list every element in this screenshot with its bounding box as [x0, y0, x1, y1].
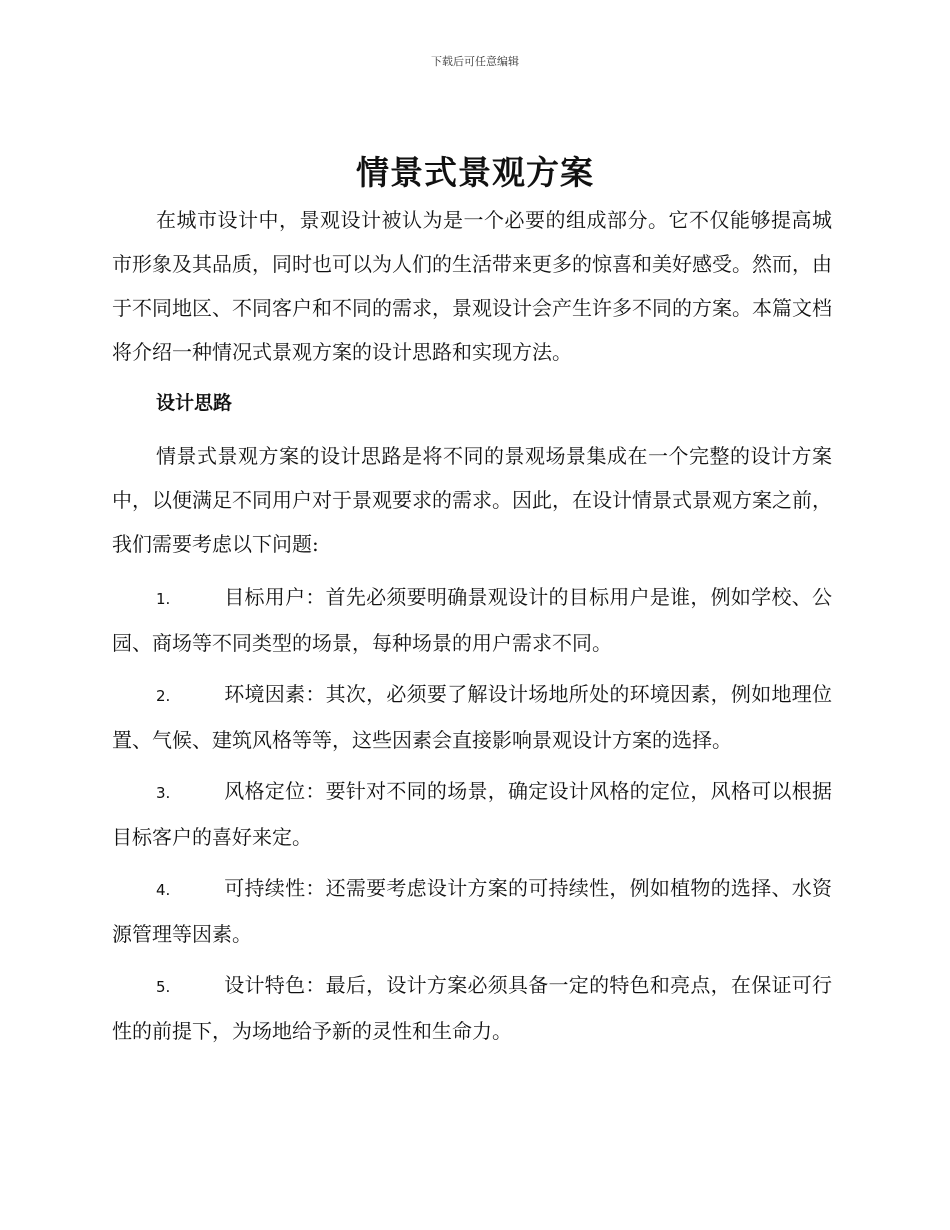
list-item: [112, 866, 832, 956]
list-item-number: 5.: [156, 978, 171, 996]
considerations-list: [112, 575, 832, 1060]
list-item-text: 环境因素：其次，必须要了解设计场地所处的环境因素，例如地理位置、气候、建筑风格等等，这些因素会直接影响景观设计方案的选择。: [112, 682, 832, 752]
list-item-number: 4.: [156, 881, 171, 899]
list-item-text: 设计特色：最后，设计方案必须具备一定的特色和亮点，在保证可行性的前提下，为场地给予新的灵性和生命力。: [112, 973, 832, 1043]
header-note: 下载后可任意编辑: [431, 55, 519, 68]
page-title: 情景式景观方案: [356, 153, 594, 192]
list-item: [112, 963, 832, 1053]
section-heading: 设计思路: [156, 392, 233, 414]
list-item-number: 3.: [156, 784, 171, 802]
list-item-text: 风格定位：要针对不同的场景，确定设计风格的定位，风格可以根据目标客户的喜好来定。: [112, 779, 832, 849]
list-item-text: 目标用户：首先必须要明确景观设计的目标用户是谁，例如学校、公园、商场等不同类型的场景，每种场景的用户需求不同。: [112, 585, 832, 655]
list-item-text: 可持续性：还需要考虑设计方案的可持续性，例如植物的选择、水资源管理等因素。: [112, 876, 832, 946]
section-paragraph: 情景式景观方案的设计思路是将不同的景观场景集成在一个完整的设计方案中，以便满足不同用户对于景观要求的需求。因此，在设计情景式景观方案之前，我们需要考虑以下问题:: [112, 444, 832, 556]
list-item: [112, 769, 832, 859]
intro-paragraph: 在城市设计中，景观设计被认为是一个必要的组成部分。它不仅能够提高城市形象及其品质，同时也可以为人们的生活带来更多的惊喜和美好感受。然而，由于不同地区、不同客户和不同的需求，景观设计会产生许多不同的方案。本篇文档将介绍一种情况式景观方案的设计思路和实现方法。: [112, 208, 832, 364]
list-item-number: 1.: [156, 590, 171, 608]
list-item-number: 2.: [156, 687, 171, 705]
list-item: [112, 672, 832, 762]
list-item: [112, 575, 832, 665]
